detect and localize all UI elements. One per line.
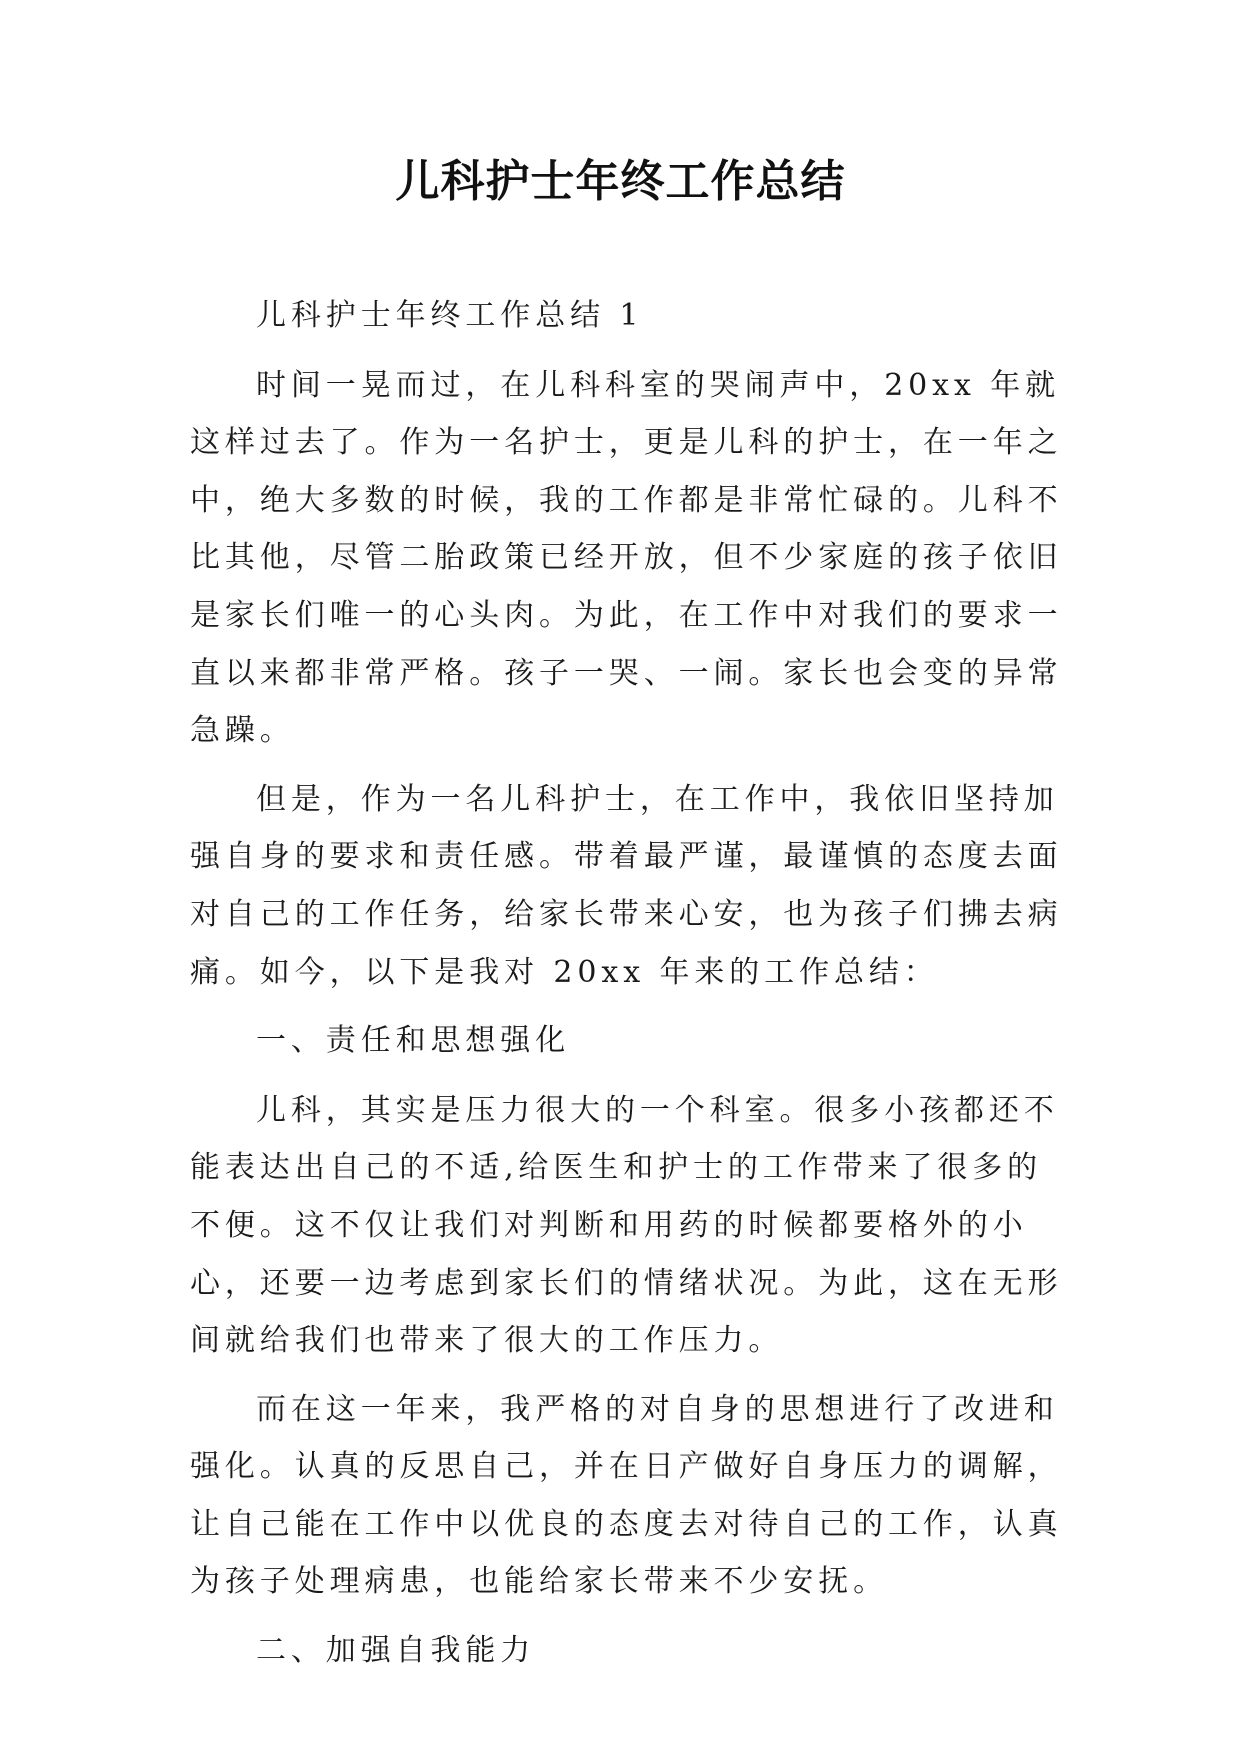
document-body bbox=[190, 287, 1070, 1692]
paragraph-pressure: 儿科，其实是压力很大的一个科室。很多小孩都还不能表达出自己的不适,给医生和护士的工作带来了很多的不便。这不仅让我们对判断和用药的时候都要格外的小心，还要一边考虑到家长们的情绪状况。为此，这在无形间就给我们也带来了很大的工作压力。 bbox=[190, 1092, 1063, 1359]
paragraph-commitment: 但是，作为一名儿科护士，在工作中，我依旧坚持加强自身的要求和责任感。带着最严谨，最谨慎的态度去面对自己的工作任务，给家长带来心安，也为孩子们拂去病痛。如今，以下是我对 20xx 年来的工作总结： bbox=[190, 781, 1063, 990]
section-subtitle: 儿科护士年终工作总结 1 bbox=[256, 298, 644, 333]
section-heading-1: 一、责任和思想强化 bbox=[256, 1023, 571, 1059]
paragraph-intro: 时间一晃而过，在儿科科室的哭闹声中，20xx 年就这样过去了。作为一名护士，更是儿科的护士，在一年之中，绝大多数的时候，我的工作都是非常忙碌的。儿科不比其他，尽管二胎政策已经开放，但不少家庭的孩子依旧是家长们唯一的心头肉。为此，在工作中对我们的要求一直以来都非常严格。孩子一哭、一闹。家长也会变的异常急躁。 bbox=[190, 367, 1063, 749]
paragraph-improvement: 而在这一年来，我严格的对自身的思想进行了改进和强化。认真的反思自己，并在日产做好自身压力的调解，让自己能在工作中以优良的态度去对待自己的工作，认真为孩子处理病患，也能给家长带来不少安抚。 bbox=[190, 1391, 1063, 1600]
section-heading-2: 二、加强自我能力 bbox=[256, 1633, 536, 1669]
document-title: 儿科护士年终工作总结 bbox=[395, 156, 846, 207]
